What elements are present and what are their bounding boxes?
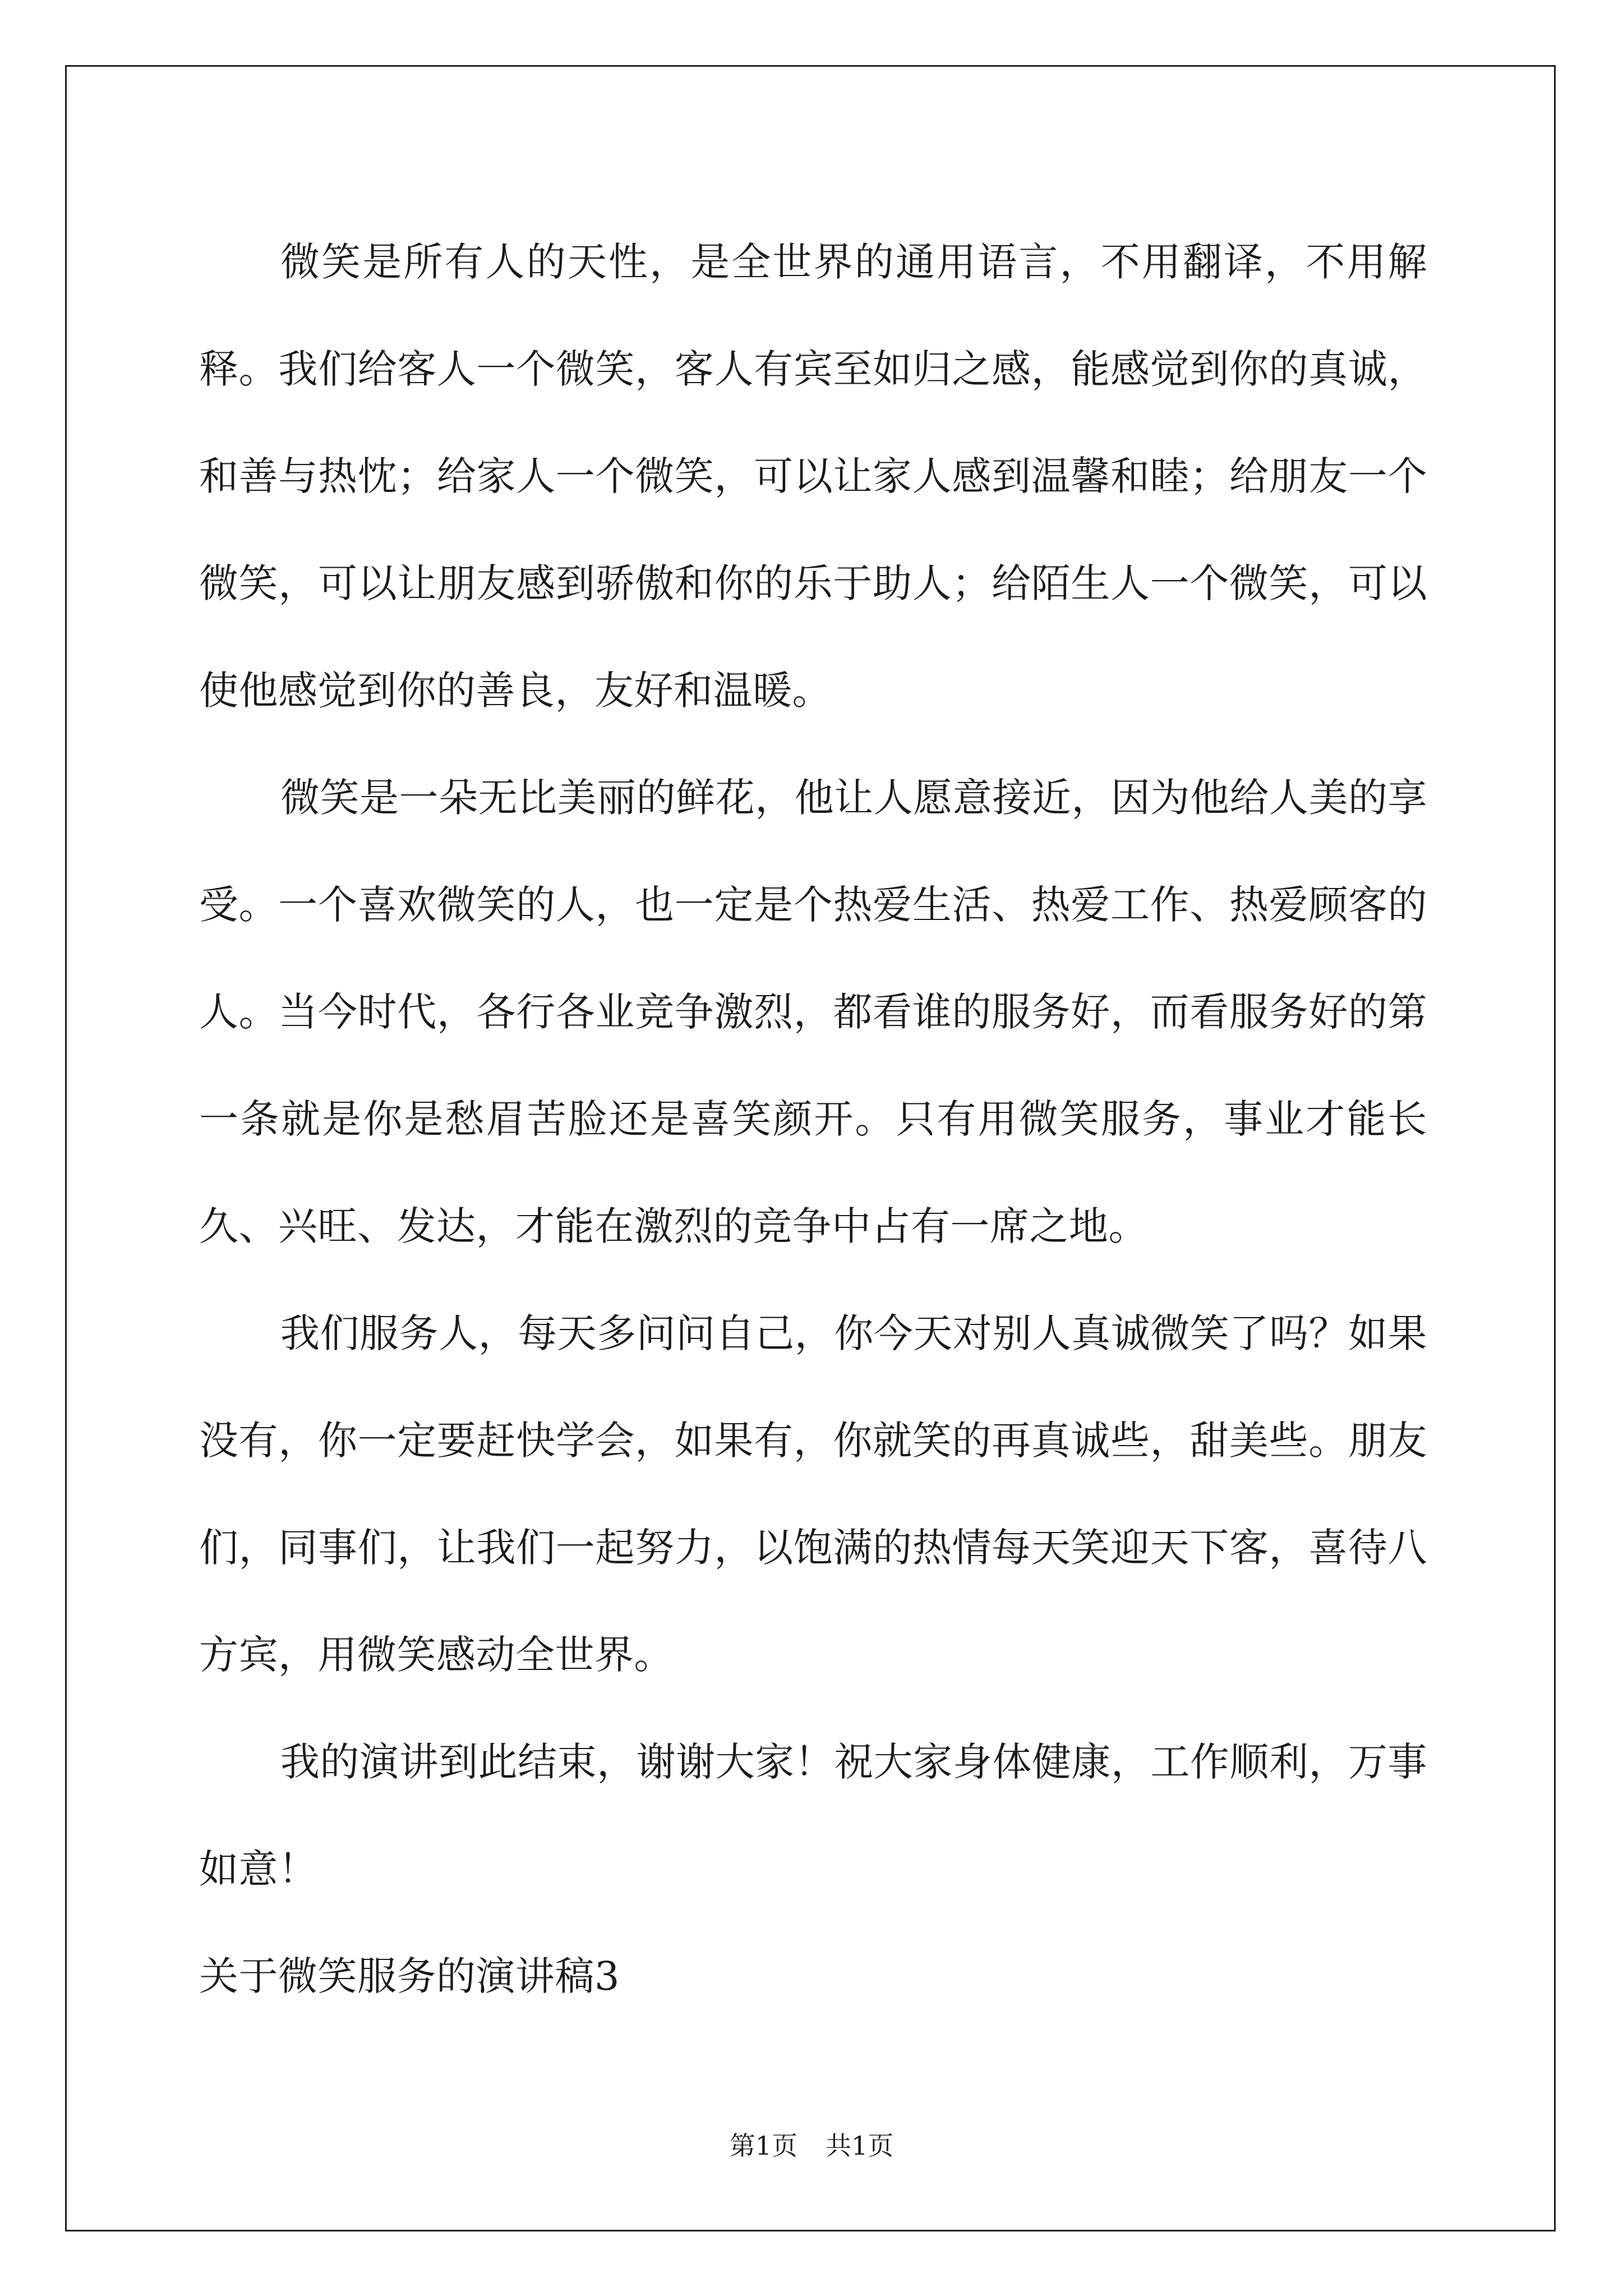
page-number-current: 第1页 bbox=[729, 2131, 797, 2161]
paragraph-1: 微笑是所有人的天性，是全世界的通用语言，不用翻译，不用解释。我们给客人一个微笑，客人有宾至如归之感，能感觉到你的真诚，和善与热忱；给家人一个微笑，可以让家人感到温馨和睦；给朋友一个微笑，可以让朋友感到骄傲和你的乐于助人；给陌生人一个微笑，可以使他感觉到你的善良，友好和温暖。 bbox=[199, 239, 1427, 714]
document-body bbox=[199, 209, 1427, 2030]
page-number-total: 共1页 bbox=[826, 2131, 894, 2161]
paragraph-3: 我们服务人，每天多问问自己，你今天对别人真诚微笑了吗？如果没有，你一定要赶快学会，如果有，你就笑的再真诚些，甜美些。朋友们，同事们，让我们一起努力，以饱满的热情每天笑迎天下客，喜待八方宾，用微笑感动全世界。 bbox=[199, 1310, 1427, 1678]
paragraph-2: 微笑是一朵无比美丽的鲜花，他让人愿意接近，因为他给人美的享受。一个喜欢微笑的人，也一定是个热爱生活、热爱工作、热爱顾客的人。当今时代，各行各业竞争激烈，都看谁的服务好，而看服务好的第一条就是你是愁眉苦脸还是喜笑颜开。只有用微笑服务，事业才能长久、兴旺、发达，才能在激烈的竞争中占有一席之地。 bbox=[199, 775, 1427, 1249]
paragraph-4: 我的演讲到此结束，谢谢大家！祝大家身体健康，工作顺利，万事如意！ bbox=[199, 1739, 1427, 1892]
page-footer bbox=[0, 2129, 1623, 2162]
section-heading: 关于微笑服务的演讲稿3 bbox=[199, 1953, 620, 1999]
